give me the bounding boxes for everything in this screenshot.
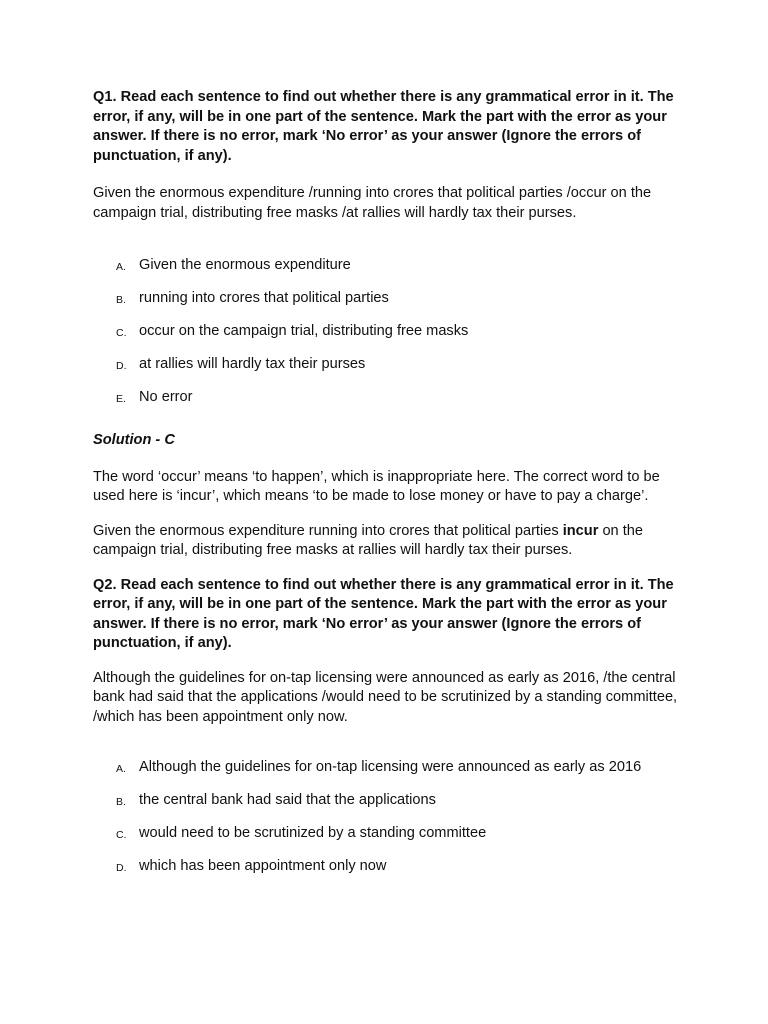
corrected-text-after: on the campaign trial, distributing free masks at rallies will hardly tax their purses. bbox=[93, 522, 644, 558]
option-text: which has been appointment only now bbox=[139, 858, 387, 874]
option-letter: D. bbox=[116, 862, 127, 874]
q2-sentence: Although the guidelines for on-tap licensing were announced as early as 2016, /the central bank had said that the applications /would need to be scrutinized by a standing committee, /which has been appointment only now. bbox=[93, 669, 678, 725]
q1-corrected-sentence bbox=[93, 522, 683, 561]
q1-option-e bbox=[93, 388, 683, 421]
option-text: at rallies will hardly tax their purses bbox=[139, 356, 366, 372]
q2-option-c bbox=[93, 824, 683, 857]
option-letter: C. bbox=[116, 829, 127, 841]
q2-prompt: Q2. Read each sentence to find out whether there is any grammatical error in it. The error, if any, will be in one part of the sentence. Mark the part with the error as your answer. If there is no error, mark ‘No error’ as your answer (Ignore the errors of punctuation, if any). bbox=[93, 576, 674, 651]
q2-option-a bbox=[93, 758, 683, 791]
q1-solution-label: Solution - C bbox=[93, 432, 175, 448]
q1-options bbox=[93, 256, 683, 421]
option-text: occur on the campaign trial, distributing free masks bbox=[139, 323, 469, 339]
document-page bbox=[93, 88, 683, 890]
q1-sentence: Given the enormous expenditure /running into crores that political parties /occur on the campaign trial, distributing free masks /at rallies will hardly tax their purses. bbox=[93, 185, 652, 221]
option-letter: C. bbox=[116, 327, 127, 339]
q1-prompt: Q1. Read each sentence to find out whether there is any grammatical error in it. The error, if any, will be in one part of the sentence. Mark the part with the error as your answer. If there is no error, mark ‘No error’ as your answer (Ignore the errors of punctuation, if any). bbox=[93, 89, 674, 164]
option-text: would need to be scrutinized by a standing committee bbox=[139, 825, 487, 841]
q2-options bbox=[93, 758, 683, 890]
option-letter: A. bbox=[116, 763, 126, 775]
option-letter: D. bbox=[116, 360, 127, 372]
option-text: Given the enormous expenditure bbox=[139, 257, 351, 273]
option-letter: B. bbox=[116, 796, 126, 808]
q2-option-b bbox=[93, 791, 683, 824]
q1-option-c bbox=[93, 322, 683, 355]
q2-option-d bbox=[93, 857, 683, 890]
option-text: Although the guidelines for on-tap licensing were announced as early as 2016 bbox=[139, 759, 642, 775]
option-text: No error bbox=[139, 389, 193, 405]
option-letter: E. bbox=[116, 393, 126, 405]
q1-explanation: The word ‘occur’ means ‘to happen’, which is inappropriate here. The correct word to be used here is ‘incur’, which means ‘to be made to lose money or have to pay a charge’. bbox=[93, 468, 660, 504]
q1-option-b bbox=[93, 289, 683, 322]
corrected-word: incur bbox=[562, 522, 599, 539]
option-letter: B. bbox=[116, 294, 126, 306]
q1-option-d bbox=[93, 355, 683, 388]
option-text: the central bank had said that the applications bbox=[139, 792, 436, 808]
option-text: running into crores that political parties bbox=[139, 290, 389, 306]
option-letter: A. bbox=[116, 261, 126, 273]
corrected-text-before: Given the enormous expenditure running into crores that political parties bbox=[93, 522, 563, 539]
q1-option-a bbox=[93, 256, 683, 289]
